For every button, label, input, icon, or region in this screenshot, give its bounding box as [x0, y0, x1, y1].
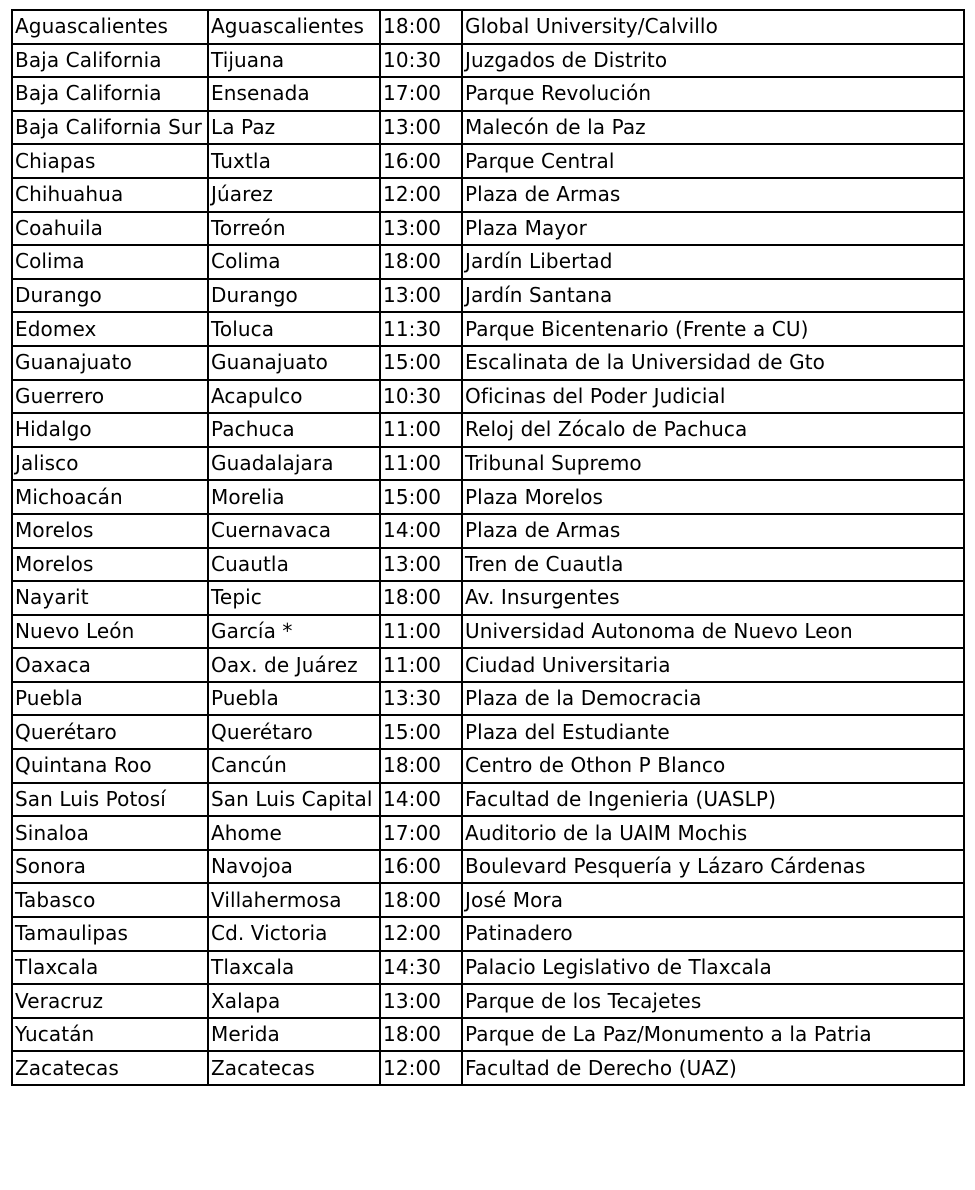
table-row	[12, 10, 964, 44]
time-cell: 16:00	[380, 850, 462, 884]
city-cell: Tuxtla	[208, 144, 380, 178]
time-cell: 17:00	[380, 816, 462, 850]
city-cell: Tlaxcala	[208, 951, 380, 985]
city-cell: Tijuana	[208, 44, 380, 78]
city-cell: Merida	[208, 1018, 380, 1052]
city-cell: Tepic	[208, 581, 380, 615]
table-row	[12, 715, 964, 749]
state-cell: Quintana Roo	[12, 749, 208, 783]
time-cell: 18:00	[380, 1018, 462, 1052]
state-cell: Zacatecas	[12, 1051, 208, 1085]
table-row	[12, 245, 964, 279]
state-cell: Chihuahua	[12, 178, 208, 212]
place-cell: Juzgados de Distrito	[462, 44, 964, 78]
state-cell: Edomex	[12, 312, 208, 346]
place-cell: Parque de los Tecajetes	[462, 984, 964, 1018]
table-row	[12, 447, 964, 481]
place-cell: Av. Insurgentes	[462, 581, 964, 615]
time-cell: 10:30	[380, 380, 462, 414]
city-cell: Torreón	[208, 212, 380, 246]
city-cell: Villahermosa	[208, 883, 380, 917]
city-cell: Júarez	[208, 178, 380, 212]
city-cell: Aguascalientes	[208, 10, 380, 44]
table-row	[12, 883, 964, 917]
table-row	[12, 917, 964, 951]
time-cell: 12:00	[380, 178, 462, 212]
place-cell: Plaza del Estudiante	[462, 715, 964, 749]
place-cell: Palacio Legislativo de Tlaxcala	[462, 951, 964, 985]
place-cell: José Mora	[462, 883, 964, 917]
time-cell: 15:00	[380, 715, 462, 749]
place-cell: Plaza de Armas	[462, 514, 964, 548]
state-cell: Aguascalientes	[12, 10, 208, 44]
state-cell: Guerrero	[12, 380, 208, 414]
table-row	[12, 783, 964, 817]
time-cell: 15:00	[380, 346, 462, 380]
city-cell: Durango	[208, 279, 380, 313]
table-row	[12, 749, 964, 783]
table-row	[12, 648, 964, 682]
time-cell: 13:00	[380, 984, 462, 1018]
time-cell: 11:00	[380, 447, 462, 481]
table-row	[12, 615, 964, 649]
city-cell: Oax. de Juárez	[208, 648, 380, 682]
time-cell: 11:00	[380, 648, 462, 682]
place-cell: Jardín Libertad	[462, 245, 964, 279]
time-cell: 16:00	[380, 144, 462, 178]
state-cell: Tlaxcala	[12, 951, 208, 985]
place-cell: Parque de La Paz/Monumento a la Patria	[462, 1018, 964, 1052]
state-cell: Baja California	[12, 77, 208, 111]
city-cell: Guanajuato	[208, 346, 380, 380]
time-cell: 13:00	[380, 279, 462, 313]
table-row	[12, 850, 964, 884]
state-cell: Yucatán	[12, 1018, 208, 1052]
place-cell: Facultad de Ingenieria (UASLP)	[462, 783, 964, 817]
city-cell: Navojoa	[208, 850, 380, 884]
table-row	[12, 413, 964, 447]
place-cell: Malecón de la Paz	[462, 111, 964, 145]
table-row	[12, 178, 964, 212]
table-row	[12, 951, 964, 985]
time-cell: 14:00	[380, 783, 462, 817]
city-cell: Cancún	[208, 749, 380, 783]
city-cell: Pachuca	[208, 413, 380, 447]
place-cell: Facultad de Derecho (UAZ)	[462, 1051, 964, 1085]
city-cell: Cuautla	[208, 548, 380, 582]
place-cell: Global University/Calvillo	[462, 10, 964, 44]
time-cell: 12:00	[380, 1051, 462, 1085]
table-row	[12, 346, 964, 380]
city-cell: Toluca	[208, 312, 380, 346]
time-cell: 11:00	[380, 615, 462, 649]
table-row	[12, 682, 964, 716]
time-cell: 18:00	[380, 749, 462, 783]
place-cell: Parque Central	[462, 144, 964, 178]
table-row	[12, 581, 964, 615]
table-row	[12, 279, 964, 313]
city-cell: García *	[208, 615, 380, 649]
state-cell: Jalisco	[12, 447, 208, 481]
time-cell: 12:00	[380, 917, 462, 951]
table-row	[12, 212, 964, 246]
state-cell: Nuevo León	[12, 615, 208, 649]
place-cell: Boulevard Pesquería y Lázaro Cárdenas	[462, 850, 964, 884]
schedule-table-body	[12, 10, 964, 1085]
city-cell: Cd. Victoria	[208, 917, 380, 951]
schedule-table	[11, 9, 965, 1086]
state-cell: Durango	[12, 279, 208, 313]
place-cell: Escalinata de la Universidad de Gto	[462, 346, 964, 380]
state-cell: Michoacán	[12, 480, 208, 514]
table-row	[12, 380, 964, 414]
place-cell: Auditorio de la UAIM Mochis	[462, 816, 964, 850]
city-cell: Acapulco	[208, 380, 380, 414]
state-cell: Oaxaca	[12, 648, 208, 682]
time-cell: 10:30	[380, 44, 462, 78]
time-cell: 13:00	[380, 212, 462, 246]
place-cell: Plaza de la Democracia	[462, 682, 964, 716]
time-cell: 13:00	[380, 548, 462, 582]
time-cell: 14:00	[380, 514, 462, 548]
state-cell: Sinaloa	[12, 816, 208, 850]
city-cell: Ahome	[208, 816, 380, 850]
state-cell: Veracruz	[12, 984, 208, 1018]
city-cell: Querétaro	[208, 715, 380, 749]
state-cell: Tabasco	[12, 883, 208, 917]
time-cell: 18:00	[380, 883, 462, 917]
state-cell: Sonora	[12, 850, 208, 884]
state-cell: San Luis Potosí	[12, 783, 208, 817]
city-cell: San Luis Capital	[208, 783, 380, 817]
state-cell: Coahuila	[12, 212, 208, 246]
state-cell: Querétaro	[12, 715, 208, 749]
time-cell: 13:30	[380, 682, 462, 716]
time-cell: 17:00	[380, 77, 462, 111]
city-cell: Colima	[208, 245, 380, 279]
state-cell: Hidalgo	[12, 413, 208, 447]
table-row	[12, 144, 964, 178]
table-row	[12, 816, 964, 850]
city-cell: La Paz	[208, 111, 380, 145]
place-cell: Jardín Santana	[462, 279, 964, 313]
time-cell: 18:00	[380, 10, 462, 44]
state-cell: Colima	[12, 245, 208, 279]
city-cell: Ensenada	[208, 77, 380, 111]
place-cell: Patinadero	[462, 917, 964, 951]
place-cell: Parque Bicentenario (Frente a CU)	[462, 312, 964, 346]
place-cell: Universidad Autonoma de Nuevo Leon	[462, 615, 964, 649]
table-row	[12, 1018, 964, 1052]
state-cell: Morelos	[12, 514, 208, 548]
place-cell: Tribunal Supremo	[462, 447, 964, 481]
time-cell: 11:00	[380, 413, 462, 447]
table-row	[12, 480, 964, 514]
state-cell: Tamaulipas	[12, 917, 208, 951]
state-cell: Guanajuato	[12, 346, 208, 380]
state-cell: Nayarit	[12, 581, 208, 615]
table-row	[12, 514, 964, 548]
city-cell: Xalapa	[208, 984, 380, 1018]
place-cell: Plaza Mayor	[462, 212, 964, 246]
place-cell: Reloj del Zócalo de Pachuca	[462, 413, 964, 447]
city-cell: Cuernavaca	[208, 514, 380, 548]
state-cell: Morelos	[12, 548, 208, 582]
time-cell: 18:00	[380, 245, 462, 279]
state-cell: Chiapas	[12, 144, 208, 178]
place-cell: Tren de Cuautla	[462, 548, 964, 582]
table-row	[12, 1051, 964, 1085]
table-row	[12, 111, 964, 145]
place-cell: Plaza Morelos	[462, 480, 964, 514]
place-cell: Plaza de Armas	[462, 178, 964, 212]
city-cell: Puebla	[208, 682, 380, 716]
table-row	[12, 77, 964, 111]
place-cell: Oficinas del Poder Judicial	[462, 380, 964, 414]
city-cell: Morelia	[208, 480, 380, 514]
time-cell: 14:30	[380, 951, 462, 985]
place-cell: Ciudad Universitaria	[462, 648, 964, 682]
table-row	[12, 44, 964, 78]
time-cell: 15:00	[380, 480, 462, 514]
city-cell: Zacatecas	[208, 1051, 380, 1085]
state-cell: Baja California	[12, 44, 208, 78]
time-cell: 18:00	[380, 581, 462, 615]
state-cell: Baja California Sur	[12, 111, 208, 145]
state-cell: Puebla	[12, 682, 208, 716]
table-row	[12, 984, 964, 1018]
place-cell: Parque Revolución	[462, 77, 964, 111]
place-cell: Centro de Othon P Blanco	[462, 749, 964, 783]
table-row	[12, 312, 964, 346]
time-cell: 13:00	[380, 111, 462, 145]
table-row	[12, 548, 964, 582]
time-cell: 11:30	[380, 312, 462, 346]
city-cell: Guadalajara	[208, 447, 380, 481]
